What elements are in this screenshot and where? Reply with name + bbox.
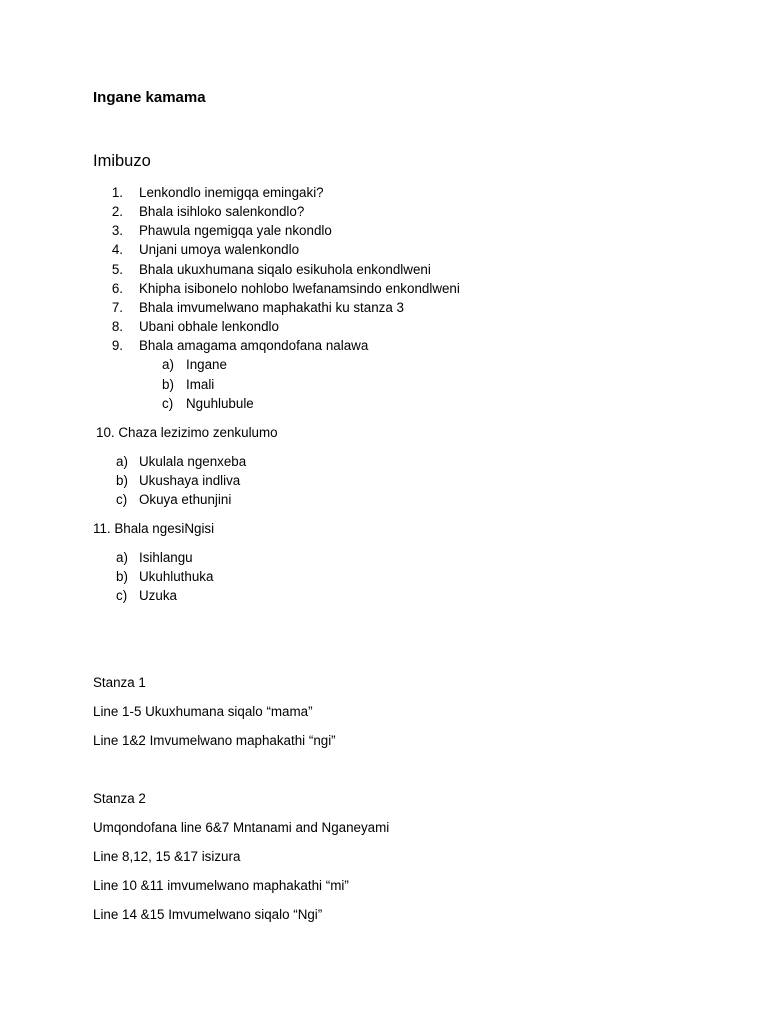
list-text: Ubani obhale lenkondlo [139,319,279,334]
list-text: Bhala amagama amqondofana nalawa [139,338,369,353]
sublist-text: Ukulala ngenxeba [139,454,247,469]
sublist-letter: a) [116,550,128,565]
sublist-letter: a) [116,454,128,469]
sublist-text: Ukuhluthuka [139,569,214,584]
list-text: Bhala ukuxhumana siqalo esikuhola enkondlweni [139,262,431,277]
section-heading: Imibuzo [93,152,151,170]
sublist-letter: c) [162,396,174,411]
sublist-letter: b) [116,473,128,488]
list-number: 2. [111,204,123,219]
list-number: 4. [111,242,123,257]
document-page [93,0,693,1024]
question-11-label: 11. Bhala ngesiNgisi [93,521,215,536]
sublist-text: Ingane [186,357,227,372]
list-number: 1. [111,185,123,200]
list-number: 3. [111,223,123,238]
note-line: Umqondofana line 6&7 Mntanami and Nganeyami [93,820,390,835]
sublist-text: Ukushaya indliva [139,473,241,488]
list-number: 7. [111,300,123,315]
list-number: 5. [111,262,123,277]
sublist-letter: a) [162,357,174,372]
sublist-text: Nguhlubule [186,396,254,411]
note-line: Line 10 &11 imvumelwano maphakathi “mi” [93,878,349,893]
list-text: Bhala isihloko salenkondlo? [139,204,305,219]
note-line: Line 8,12, 15 &17 isizura [93,849,241,864]
sublist-letter: b) [162,377,174,392]
list-text: Phawula ngemigqa yale nkondlo [139,223,332,238]
question-10-label: 10. Chaza lezizimo zenkulumo [96,425,278,440]
sublist-text: Okuya ethunjini [139,492,232,507]
sublist-text: Imali [186,377,215,392]
note-line: Line 14 &15 Imvumelwano siqalo “Ngi” [93,907,323,922]
list-number: 6. [111,281,123,296]
list-text: Bhala imvumelwano maphakathi ku stanza 3 [139,300,404,315]
sublist-letter: c) [116,588,128,603]
list-text: Unjani umoya walenkondlo [139,242,300,257]
note-line: Stanza 2 [93,791,146,806]
sublist-letter: c) [116,492,128,507]
note-line: Stanza 1 [93,675,146,690]
sublist-text: Uzuka [139,588,177,603]
note-line: Line 1&2 Imvumelwano maphakathi “ngi” [93,733,336,748]
list-number: 9. [111,338,123,353]
note-line: Line 1-5 Ukuxhumana siqalo “mama” [93,704,313,719]
list-number: 8. [111,319,123,334]
sublist-letter: b) [116,569,128,584]
list-text: Khipha isibonelo nohlobo lwefanamsindo enkondlweni [139,281,460,296]
sublist-text: Isihlangu [139,550,193,565]
list-text: Lenkondlo inemigqa emingaki? [139,185,324,200]
document-title: Ingane kamama [93,89,206,106]
